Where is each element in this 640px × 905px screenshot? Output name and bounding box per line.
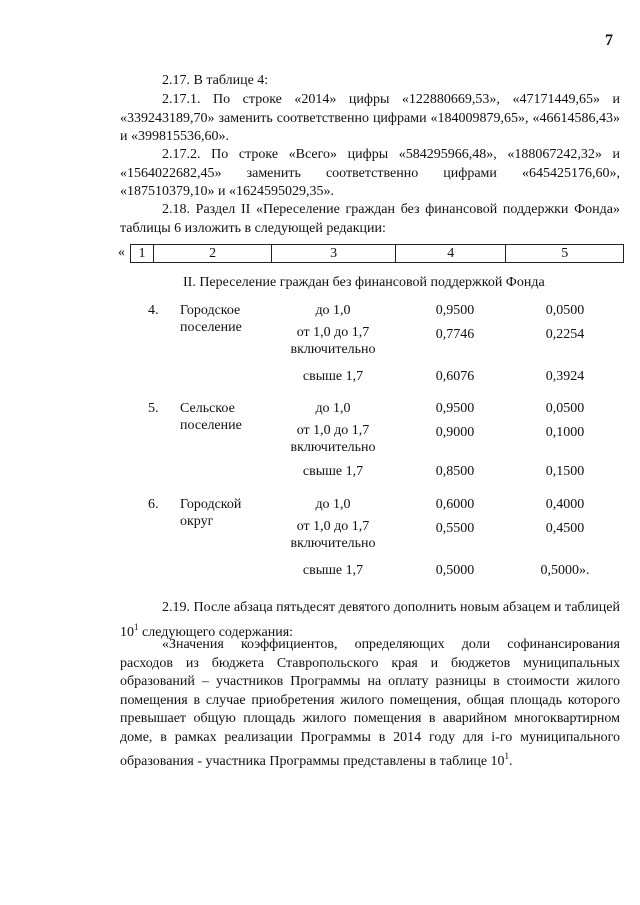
value-col-5: 0,0500 (545, 401, 585, 416)
area-condition: от 1,0 до 1,7 включительно (290, 519, 376, 551)
group-number: 5. (148, 401, 159, 416)
superscript: 1 (504, 751, 510, 761)
area-condition: от 1,0 до 1,7 включительно (290, 423, 376, 455)
value-col-4: 0,7746 (435, 327, 475, 342)
col-number-3: 3 (272, 245, 396, 262)
paragraph-2-17: 2.17. В таблице 4: (162, 73, 269, 88)
value-col-4: 0,6076 (435, 369, 475, 384)
value-col-4: 0,8500 (435, 464, 475, 479)
municipality-name: Городской округ (180, 497, 242, 529)
value-col-5: 0,2254 (545, 327, 585, 342)
page-number: 7 (605, 32, 613, 49)
column-number-row (130, 244, 624, 263)
area-condition: до 1,0 (315, 497, 351, 512)
value-col-5: 0,0500 (545, 303, 585, 318)
value-col-5: 0,1500 (545, 464, 585, 479)
value-col-4: 0,5000 (435, 563, 475, 578)
group-number: 4. (148, 303, 159, 318)
group-number: 6. (148, 497, 159, 512)
col-number-1: 1 (131, 245, 154, 262)
opening-quote: « (118, 245, 125, 260)
value-col-4: 0,9500 (435, 303, 475, 318)
value-col-5: 0,1000 (545, 425, 585, 440)
value-col-4: 0,9000 (435, 425, 475, 440)
area-condition: до 1,0 (315, 401, 351, 416)
quoted-paragraph-text: «Значения коэффициентов, определяющих доли софинансирования расходов из бюджета Ставропольского края и бюджетов муниципальных образований – участников Программы на оплату разницы в стоимости жилого помещения в случае приобретения жилого помещения, общая площадь которого превышает общую площадь жилого помещения в аварийном многоквартирном доме, в рамках реализации Программы в 2014 году для i-го муниципального образования - участника Программы представлены в таблице 10 (120, 637, 620, 769)
value-col-4: 0,6000 (435, 497, 475, 512)
area-condition: до 1,0 (315, 303, 351, 318)
paragraph-2-17-2: 2.17.2. По строке «Всего» цифры «584295966,48», «188067242,32» и «1564022682,45» заменить соответственно цифрами «645425176,60», «187510379,10» и «1624595029,35». (120, 147, 620, 199)
paragraph-2-17-1: 2.17.1. По строке «2014» цифры «122880669,53», «47171449,65» и «339243189,70» заменить соответственно цифрами «184009879,65», «46614586,43» и «399815536,60». (120, 92, 620, 144)
section-title: II. Переселение граждан без финансовой поддержкой Фонда (183, 275, 545, 290)
col-number-5: 5 (561, 246, 569, 261)
area-condition: свыше 1,7 (302, 563, 364, 578)
municipality-name: Городское поселение (180, 303, 242, 335)
paragraph-2-19-text: 2.19. После абзаца пятьдесят девятого дополнить новым абзацем и таблицей 10 (120, 600, 620, 640)
area-condition: от 1,0 до 1,7 включительно (290, 325, 376, 357)
area-condition: свыше 1,7 (302, 369, 364, 384)
paragraph-2-19-tail: следующего содержания: (138, 624, 294, 640)
col-number-2: 2 (154, 245, 273, 262)
value-col-5: 0,4500 (545, 521, 585, 536)
superscript: 1 (134, 621, 139, 632)
col-number-4: 4 (396, 245, 507, 262)
quoted-paragraph (120, 636, 620, 772)
paragraph-2-18: 2.18. Раздел II «Переселение граждан без финансовой поддержки Фонда» таблицы 6 изложить в следующей редакции: (120, 202, 620, 236)
municipality-name: Сельское поселение (180, 401, 242, 433)
value-col-5: 0,4000 (545, 497, 585, 512)
value-col-5: 0,5000». (540, 563, 590, 578)
value-col-5: 0,3924 (545, 369, 585, 384)
area-condition: свыше 1,7 (302, 464, 364, 479)
quoted-paragraph-tail: . (509, 754, 513, 769)
value-col-4: 0,5500 (435, 521, 475, 536)
value-col-4: 0,9500 (435, 401, 475, 416)
